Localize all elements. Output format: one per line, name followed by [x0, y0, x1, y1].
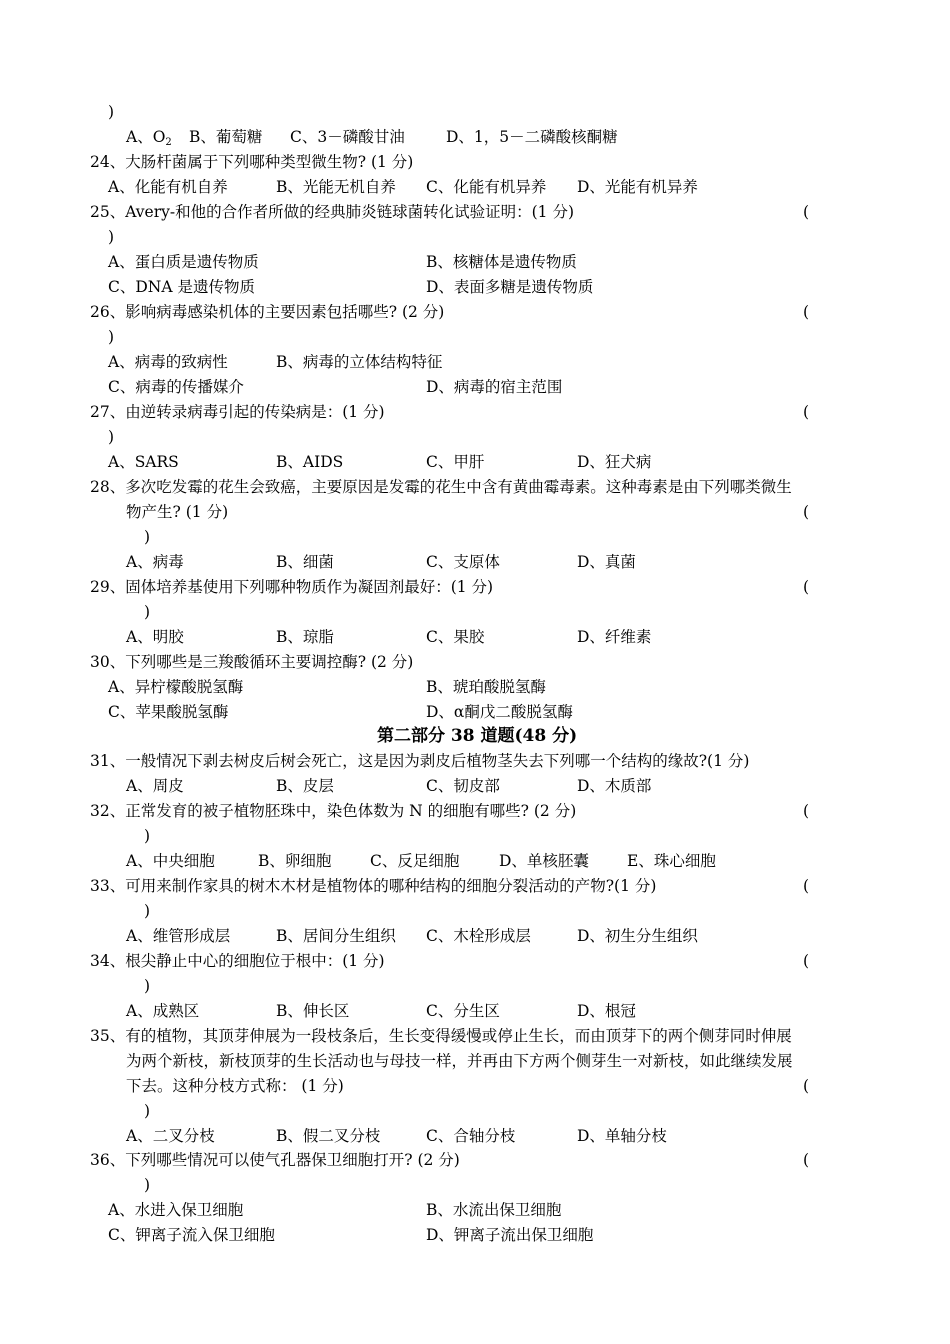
question-35-cont-2: 下去。这种分枝方式称： (1 分)	[126, 1077, 344, 1095]
answer-paren-close: )	[144, 528, 151, 546]
answer-paren-close: )	[144, 902, 151, 920]
q35-option-c: C、合轴分枝	[426, 1127, 516, 1145]
q33-option-b: B、居间分生组织	[276, 927, 396, 945]
q28-option-d: D、真菌	[577, 553, 636, 571]
question-35: 35、有的植物，其顶芽伸展为一段枝条后，生长变得缓慢或停止生长，而由顶芽下的两个侧芽同时伸展	[90, 1027, 792, 1045]
question-30: 30、下列哪些是三羧酸循环主要调控酶? (2 分)	[90, 653, 414, 671]
answer-paren-close: )	[144, 1176, 151, 1194]
q30-option-c: C、苹果酸脱氢酶	[108, 703, 229, 721]
q27-option-d: D、狂犬病	[577, 453, 652, 471]
q27-option-b: B、AIDS	[276, 453, 344, 471]
q35-option-a: A、二叉分枝	[126, 1127, 215, 1145]
q35-option-d: D、单轴分枝	[577, 1127, 667, 1145]
q36-option-d: D、钾离子流出保卫细胞	[426, 1226, 594, 1244]
q30-option-d: D、α酮戊二酸脱氢酶	[426, 703, 573, 721]
answer-paren-close: )	[144, 827, 151, 845]
q32-option-d: D、单核胚囊	[499, 852, 589, 870]
q24-option-d: D、光能有机异养	[577, 178, 698, 196]
q31-option-d: D、木质部	[577, 777, 652, 795]
q25-option-d: D、表面多糖是遗传物质	[426, 278, 594, 296]
question-28: 28、多次吃发霉的花生会致癌，主要原因是发霉的花生中含有黄曲霉毒素。这种毒素是由下列哪类微生	[90, 478, 792, 496]
question-32: 32、正常发育的被子植物胚珠中，染色体数为 N 的细胞有哪些? (2 分)	[90, 802, 577, 820]
q32-option-b: B、卵细胞	[258, 852, 332, 870]
q34-option-b: B、伸长区	[276, 1002, 350, 1020]
section-heading: 第二部分 38 道题(48 分)	[377, 726, 578, 746]
question-34: 34、根尖静止中心的细胞位于根中：(1 分)	[90, 952, 385, 970]
q29-option-c: C、果胶	[426, 628, 485, 646]
q34-option-a: A、成熟区	[126, 1002, 200, 1020]
q30-option-b: B、琥珀酸脱氢酶	[426, 678, 546, 696]
q34-option-d: D、根冠	[577, 1002, 636, 1020]
closing-paren: )	[108, 103, 115, 121]
q36-option-c: C、钾离子流入保卫细胞	[108, 1226, 275, 1244]
answer-paren-open: (	[803, 952, 810, 970]
answer-paren-open: (	[803, 403, 810, 421]
q25-option-a: A、蛋白质是遗传物质	[108, 253, 259, 271]
answer-paren-close: )	[144, 977, 151, 995]
answer-paren-open: (	[803, 303, 810, 321]
question-26: 26、影响病毒感染机体的主要因素包括哪些? (2 分)	[90, 303, 445, 321]
q23-option-a-subscript: 2	[165, 137, 172, 148]
q32-option-c: C、反足细胞	[370, 852, 460, 870]
q31-option-a: A、周皮	[126, 777, 184, 795]
question-27: 27、由逆转录病毒引起的传染病是：(1 分)	[90, 403, 385, 421]
q33-option-d: D、初生分生组织	[577, 927, 698, 945]
q28-option-b: B、细菌	[276, 553, 334, 571]
answer-paren-open: (	[803, 802, 810, 820]
q23-option-c: C、3－磷酸甘油	[290, 128, 405, 146]
q28-option-a: A、病毒	[126, 553, 184, 571]
question-33: 33、可用来制作家具的树木木材是植物体的哪种结构的细胞分裂活动的产物?(1 分)	[90, 877, 657, 895]
q36-option-a: A、水进入保卫细胞	[108, 1201, 244, 1219]
q25-option-b: B、核糖体是遗传物质	[426, 253, 577, 271]
q36-option-b: B、水流出保卫细胞	[426, 1201, 562, 1219]
q32-option-e: E、珠心细胞	[627, 852, 716, 870]
question-31: 31、一般情况下剥去树皮后树会死亡，这是因为剥皮后植物茎失去下列哪一个结构的缘故?(1 分)	[90, 752, 750, 770]
answer-paren-close: )	[144, 1102, 151, 1120]
q26-option-d: D、病毒的宿主范围	[426, 378, 563, 396]
q33-option-a: A、维管形成层	[126, 927, 231, 945]
q24-option-a: A、化能有机自养	[108, 178, 228, 196]
q29-option-d: D、纤维素	[577, 628, 652, 646]
q23-option-b: B、葡萄糖	[189, 128, 263, 146]
q26-option-c: C、病毒的传播媒介	[108, 378, 244, 396]
q29-option-a: A、明胶	[126, 628, 184, 646]
q30-option-a: A、异柠檬酸脱氢酶	[108, 678, 244, 696]
q31-option-c: C、韧皮部	[426, 777, 500, 795]
q28-option-c: C、支原体	[426, 553, 500, 571]
q35-option-b: B、假二叉分枝	[276, 1127, 381, 1145]
q26-option-a: A、病毒的致病性	[108, 353, 228, 371]
question-28-cont: 物产生? (1 分)	[126, 503, 229, 521]
q34-option-c: C、分生区	[426, 1002, 500, 1020]
question-29: 29、固体培养基使用下列哪种物质作为凝固剂最好：(1 分)	[90, 578, 494, 596]
answer-paren-open: (	[803, 877, 810, 895]
q23-option-a-text: A、O	[126, 128, 166, 146]
q26-option-b: B、病毒的立体结构特征	[276, 353, 443, 371]
answer-paren-close: )	[108, 228, 115, 246]
question-35-cont-1: 为两个新枝，新枝顶芽的生长活动也与母技一样，并再由下方两个侧芽生一对新枝，如此继续发展	[126, 1052, 793, 1070]
q33-option-c: C、木栓形成层	[426, 927, 531, 945]
question-36: 36、下列哪些情况可以使气孔器保卫细胞打开? (2 分)	[90, 1151, 460, 1169]
q27-option-c: C、甲肝	[426, 453, 485, 471]
q24-option-c: C、化能有机异养	[426, 178, 547, 196]
q24-option-b: B、光能无机自养	[276, 178, 396, 196]
q23-option-d: D、1，5－二磷酸核酮糖	[446, 128, 618, 146]
answer-paren-open: (	[803, 203, 810, 221]
answer-paren-close: )	[108, 328, 115, 346]
q23-option-a	[126, 127, 172, 153]
answer-paren-open: (	[803, 1151, 810, 1169]
q32-option-a: A、中央细胞	[126, 852, 215, 870]
question-25: 25、Avery-和他的合作者所做的经典肺炎链球菌转化试验证明：(1 分)	[90, 203, 575, 221]
question-24: 24、大肠杆菌属于下列哪种类型微生物? (1 分)	[90, 153, 414, 171]
answer-paren-open: (	[803, 578, 810, 596]
answer-paren-close: )	[108, 428, 115, 446]
answer-paren-open: (	[803, 503, 810, 521]
q29-option-b: B、琼脂	[276, 628, 334, 646]
answer-paren-close: )	[144, 603, 151, 621]
q25-option-c: C、DNA 是遗传物质	[108, 278, 255, 296]
answer-paren-open: (	[803, 1077, 810, 1095]
q31-option-b: B、皮层	[276, 777, 334, 795]
q27-option-a: A、SARS	[108, 453, 179, 471]
